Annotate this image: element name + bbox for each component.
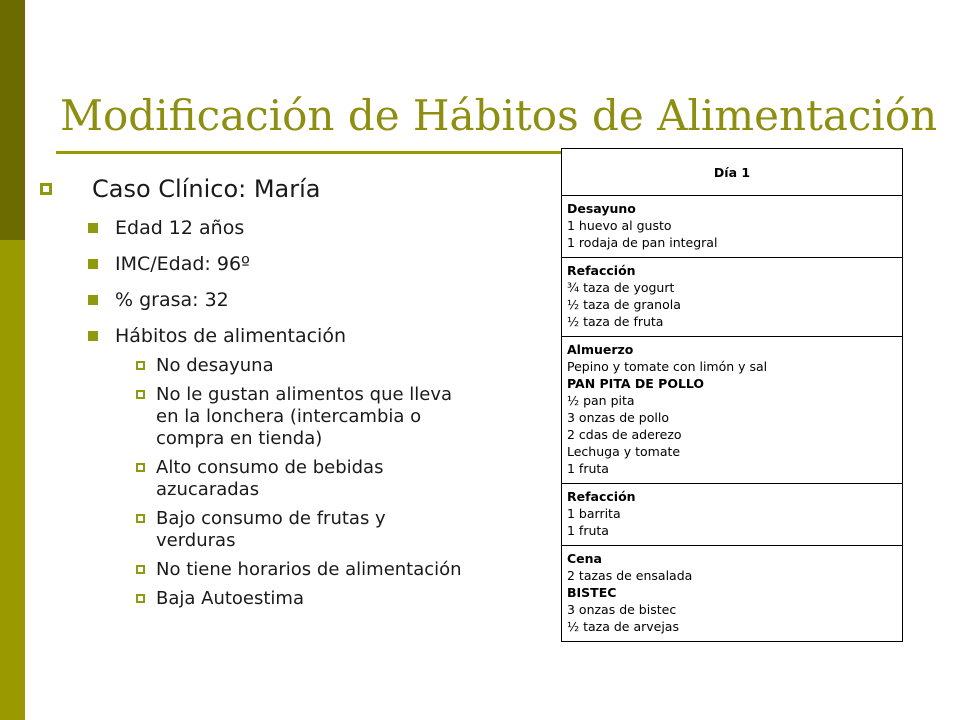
case-fact-item [36,252,506,276]
case-heading-item [36,174,506,204]
meal-item: Lechuga y tomate [567,444,681,459]
meal-name: Cena [567,551,602,566]
accent-bar-bottom [0,480,25,720]
habit-item [36,559,466,581]
meal-item: 1 rodaja de pan integral [567,235,718,250]
meal-item: 2 tazas de ensalada [567,568,693,583]
filled-square-bullet-icon [88,331,98,341]
habit-text: Baja Autoestima [156,588,304,609]
hollow-square-bullet-icon [136,565,145,574]
meal-item: ½ taza de granola [567,297,681,312]
meal-cell [562,546,903,642]
left-accent-bar [0,0,25,720]
habit-item [36,355,466,377]
meal-cell [562,196,903,258]
case-fact-text: Edad 12 años [115,217,245,239]
habit-text: No le gustan alimentos que lleva en la lonchera (intercambia o compra en tienda) [156,384,453,449]
meal-item: 1 fruta [567,523,609,538]
meal-cell [562,484,903,546]
meal-cell [562,258,903,337]
accent-bar-middle [0,240,25,480]
meal-item: ½ pan pita [567,393,635,408]
habit-text: No tiene horarios de alimentación [156,559,462,580]
meal-item: 1 fruta [567,461,609,476]
case-heading: Caso Clínico: María [92,175,321,203]
case-fact-text: IMC/Edad: 96º [115,253,251,275]
meal-row [562,196,903,258]
dish-title: PAN PITA DE POLLO [567,376,705,391]
meal-row [562,258,903,337]
meal-row [562,337,903,484]
slide-title: Modificación de Hábitos de Alimentación [60,91,938,140]
habit-item [36,508,466,552]
meal-name: Refacción [567,489,636,504]
case-facts-list [36,216,506,312]
meal-item: ½ taza de fruta [567,314,664,329]
case-fact-item [36,288,506,312]
square-bullet-icon [40,183,52,195]
habits-heading-item [36,324,506,348]
hollow-square-bullet-icon [136,361,145,370]
meal-name: Desayuno [567,201,636,216]
accent-bar-top [0,0,25,240]
filled-square-bullet-icon [88,295,98,305]
habit-text: Alto consumo de bebidas azucaradas [156,457,384,500]
meal-item: 2 cdas de aderezo [567,427,682,442]
hollow-square-bullet-icon [136,463,145,472]
meal-row [562,546,903,642]
habit-item [36,457,466,501]
habit-text: Bajo consumo de frutas y verduras [156,508,386,551]
day-header: Día 1 [562,149,903,196]
hollow-square-bullet-icon [136,594,145,603]
hollow-square-bullet-icon [136,390,145,399]
habits-list [36,355,506,610]
meal-row [562,484,903,546]
filled-square-bullet-icon [88,259,98,269]
meal-item: ½ taza de arvejas [567,619,679,634]
hollow-square-bullet-icon [136,514,145,523]
meal-plan-header-row [562,149,903,196]
meal-cell [562,337,903,484]
case-fact-item [36,216,506,240]
meal-item: ¾ taza de yogurt [567,280,675,295]
habit-text: No desayuna [156,355,274,376]
meal-item: 1 huevo al gusto [567,218,672,233]
habit-item [36,588,466,610]
case-fact-text: % grasa: 32 [115,289,229,311]
meal-item: 3 onzas de bistec [567,602,677,617]
meal-item: 1 barrita [567,506,621,521]
habits-heading: Hábitos de alimentación [115,325,346,347]
meal-item: Pepino y tomate con limón y sal [567,359,768,374]
meal-plan-body [562,149,903,642]
habit-item [36,384,466,450]
meal-name: Refacción [567,263,636,278]
meal-item: 3 onzas de pollo [567,410,669,425]
case-content [36,174,506,610]
title-underline [56,151,561,154]
meal-plan-table [561,148,903,642]
meal-name: Almuerzo [567,342,634,357]
dish-title: BISTEC [567,585,617,600]
filled-square-bullet-icon [88,223,98,233]
